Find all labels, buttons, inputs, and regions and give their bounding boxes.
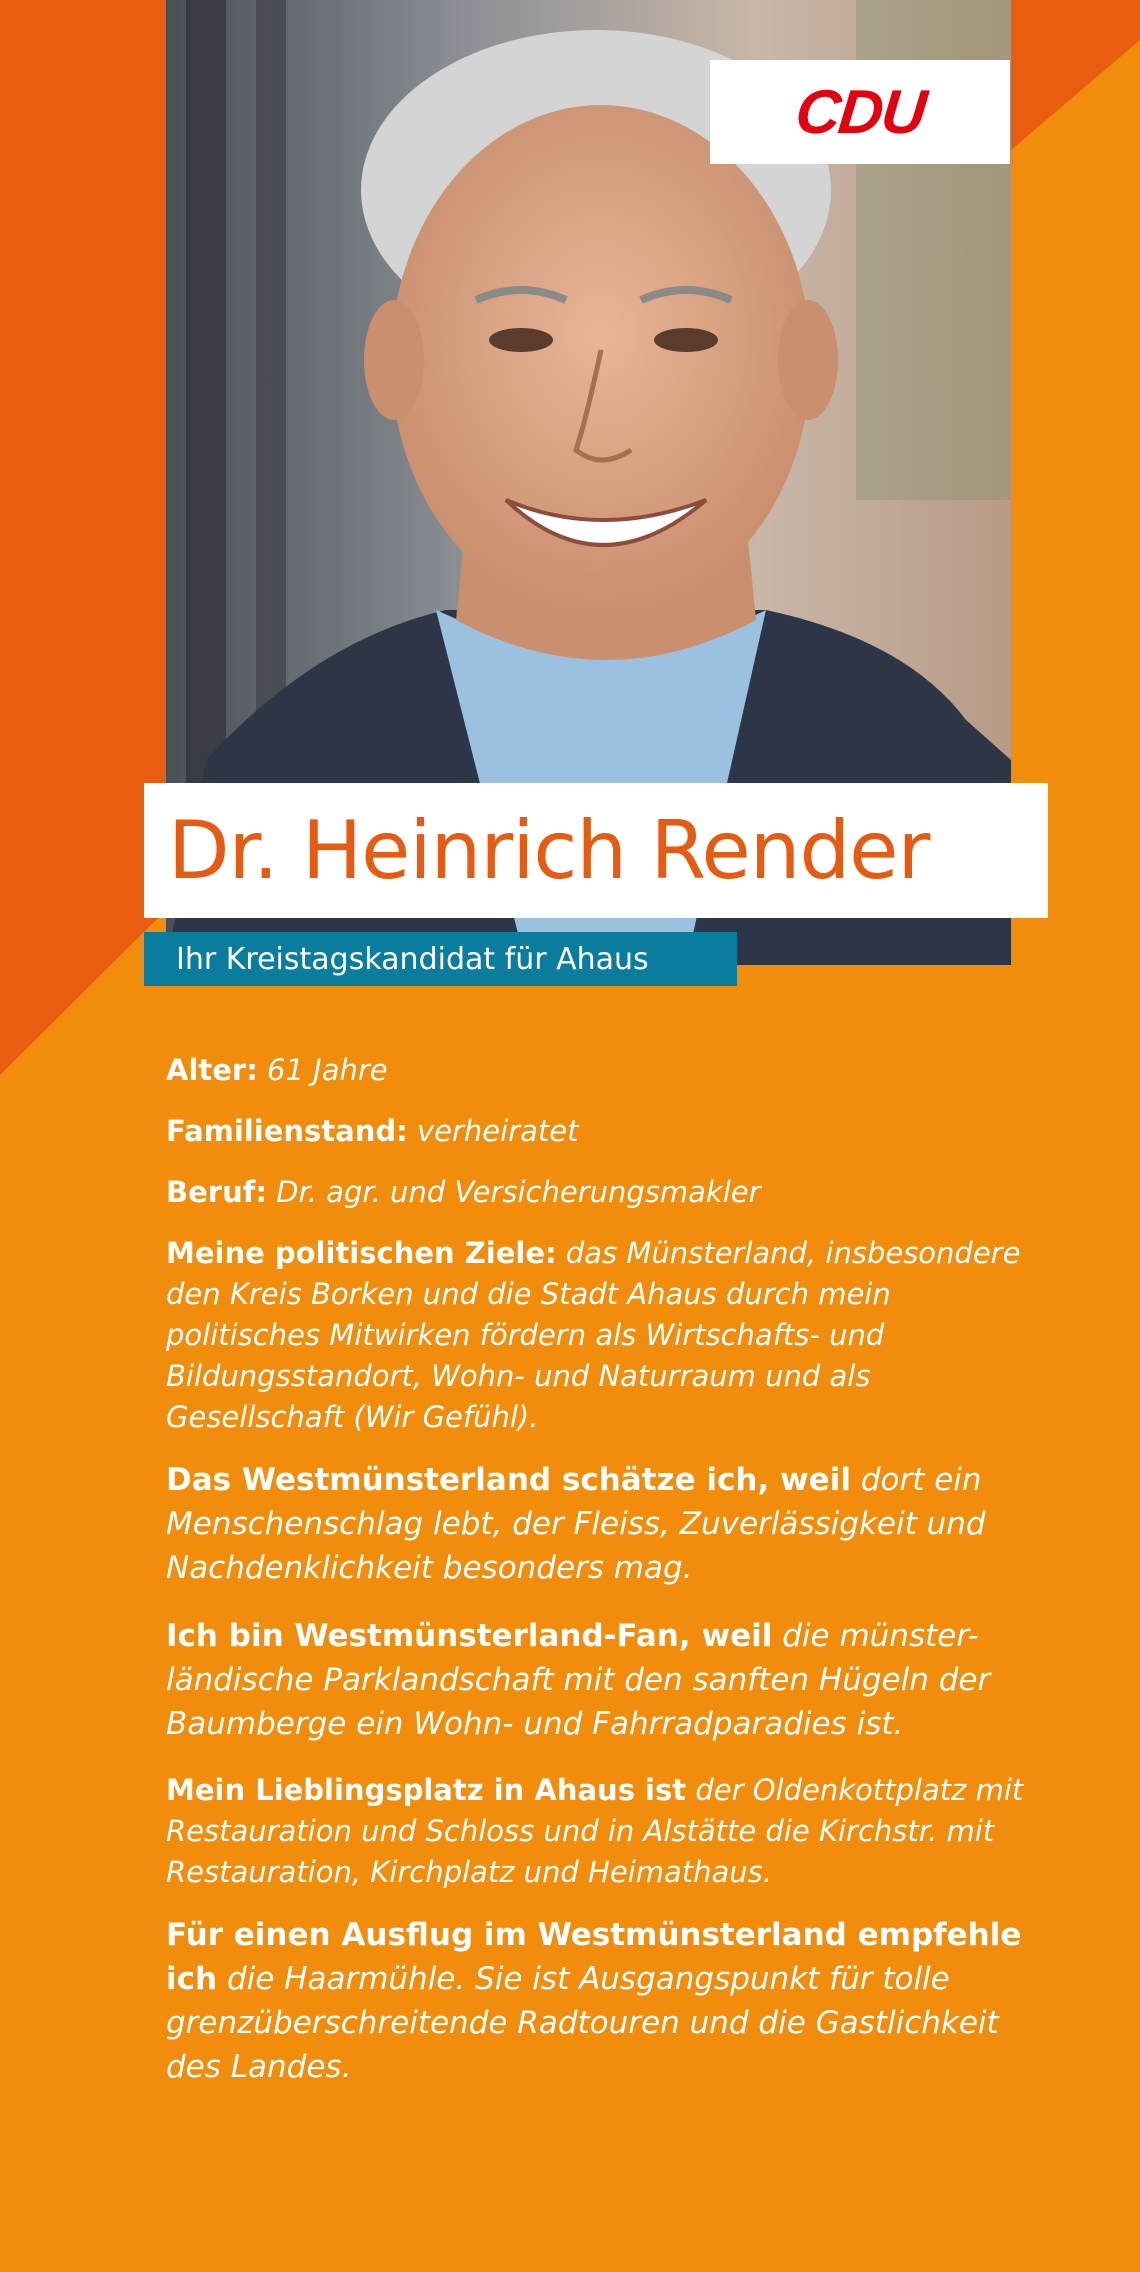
profile-value: die münster-ländische Parklandschaft mit den sanften Hügeln der Baumberge ein Wohn- und Fahrradparadies ist. xyxy=(166,1618,991,1742)
profile-label: Mein Lieblingsplatz in Ahaus ist xyxy=(166,1773,687,1807)
profile-label: Meine politischen Ziele: xyxy=(166,1236,557,1270)
cdu-logo-text: CDU xyxy=(792,77,928,147)
profile-value: verheiratet xyxy=(416,1114,579,1148)
profile-item-age xyxy=(166,1050,1046,1091)
profile-item-fan xyxy=(166,1614,1046,1746)
profile-item-excursion xyxy=(166,1913,1046,2089)
cdu-logo xyxy=(710,60,1010,164)
profile-value: das Münsterland, insbesondere den Kreis Borken und die Stadt Ahaus durch mein politisches Mitwirken fördern als Wirtschafts- und Bildungsstandort, Wohn- und Naturraum und als Gesellschaft (Wir Gefühl). xyxy=(166,1236,1021,1434)
candidate-name: Dr. Heinrich Render xyxy=(168,804,930,897)
profile-item-favorite-place xyxy=(166,1770,1046,1893)
profile-item-goals xyxy=(166,1233,1046,1438)
profile-label: Familienstand: xyxy=(166,1114,408,1148)
profile-label: Alter: xyxy=(166,1053,258,1087)
profile-label: Für einen Ausflug im Westmünsterland empfehle ich xyxy=(166,1917,1022,1997)
profile-item-occupation xyxy=(166,1172,1046,1213)
name-banner xyxy=(144,783,1048,918)
profile-item-marital-status xyxy=(166,1111,1046,1152)
candidate-subtitle: Ihr Kreistagskandidat für Ahaus xyxy=(176,941,649,977)
profile-value: Dr. agr. und Versicherungsmakler xyxy=(276,1175,761,1209)
profile-label: Das Westmünsterland schätze ich, weil xyxy=(166,1462,851,1498)
profile-value: 61 Jahre xyxy=(267,1053,388,1087)
profile-label: Ich bin Westmünsterland-Fan, weil xyxy=(166,1618,773,1654)
profile-label: Beruf: xyxy=(166,1175,267,1209)
profile-value: der Oldenkottplatz mit Restauration und Schloss und in Alstätte die Kirchstr. mit Restauration, Kirchplatz und Heimathaus. xyxy=(166,1773,1024,1889)
profile-item-appreciation xyxy=(166,1458,1046,1590)
profile-value: dort ein Menschenschlag lebt, der Fleiss, Zuverlässigkeit und Nachdenklichkeit besonders mag. xyxy=(166,1462,986,1586)
profile-details xyxy=(166,1050,1046,2113)
subtitle-banner xyxy=(144,932,737,986)
profile-value: die Haarmühle. Sie ist Ausgangspunkt für tolle grenzüberschreitende Radtouren und die Gastlichkeit des Landes. xyxy=(166,1961,999,2085)
